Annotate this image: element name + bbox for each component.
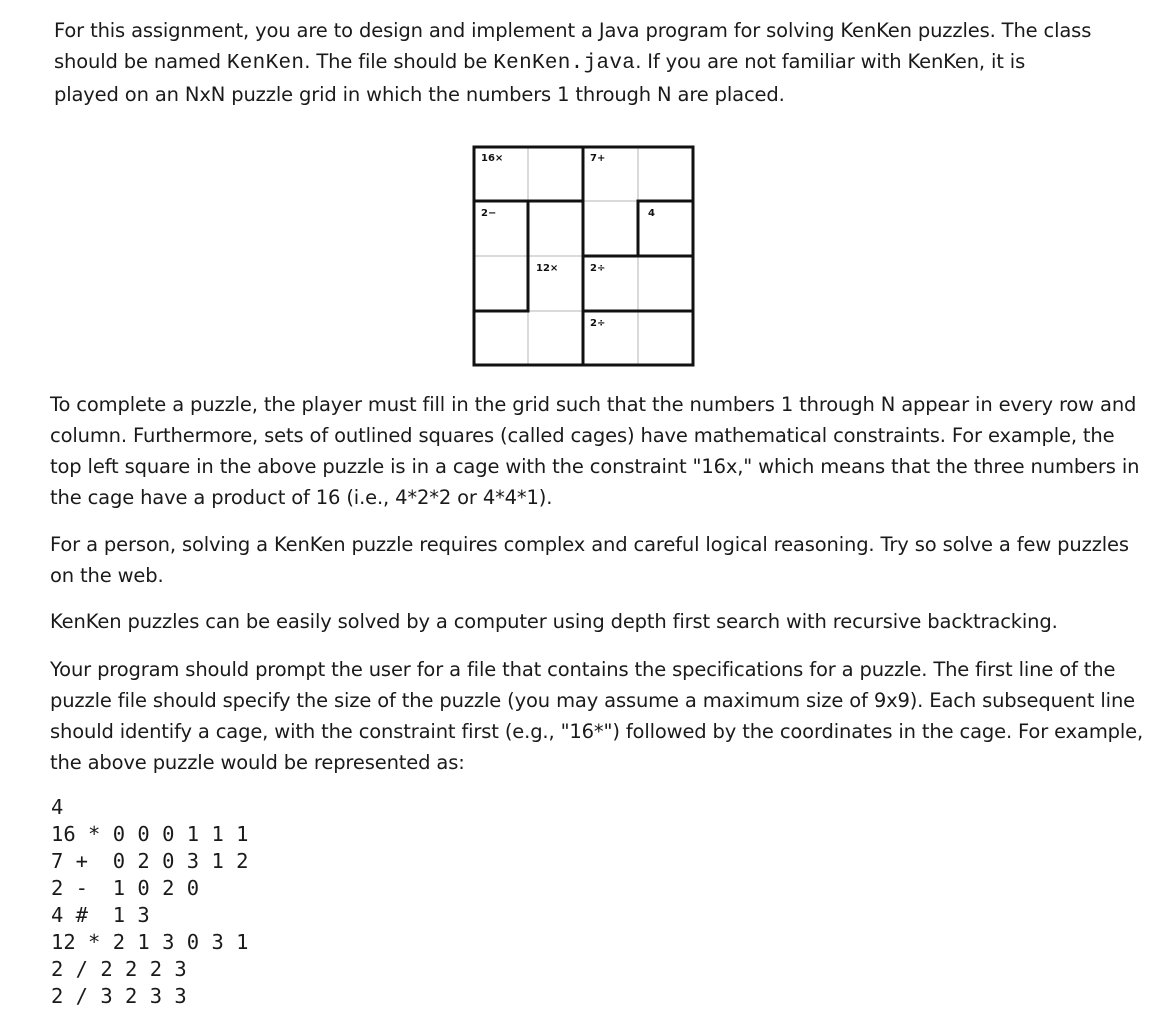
rules-paragraph: To complete a puzzle, the player must fill in the grid such that the numbers 1 through N appear in every row and column. Furthermore, sets of outlined squares (called cages) have mathematical constraints. For example, the top left square in the above puzzle is in a cage with the constraint "16x," which means that the three numbers in the cage have a product of 16 (i.e., 4*2*2 or 4*4*1). [50,393,1140,509]
person-paragraph: For a person, solving a KenKen puzzle requires complex and careful logical reasoning. Try so solve a few puzzles on the web. [50,533,1129,587]
cage-label-4: 4 [648,208,655,219]
cage-label-2div-a: 2÷ [590,263,606,274]
computer-paragraph: KenKen puzzles can be easily solved by a computer using depth first search with recursive backtracking. [50,610,1058,633]
intro-text-3: . If you are not familiar with KenKen, it is played on an NxN puzzle grid in which the numbers 1 through N are placed. [54,50,1026,106]
code-line: 12 * 2 1 3 0 3 1 [51,930,249,954]
cage-label-12x: 12× [536,263,559,274]
intro-text-1: For this assignment, you are to design and implement a Java program for solving KenKen puzzles. The class should be named [54,19,1092,73]
file-name-code: KenKen.java [493,52,636,75]
puzzle-grid-lines [472,145,695,367]
puzzle-file-example [51,794,248,1010]
cage-label-16x: 16× [481,153,504,164]
cage-label-2div-b: 2÷ [590,318,606,329]
code-line: 2 / 2 2 2 3 [51,957,187,981]
code-line: 4 # 1 3 [51,903,150,927]
code-line: 2 - 1 0 2 0 [51,876,200,900]
intro-text-2: . The file should be [304,50,494,73]
code-line: 16 * 0 0 0 1 1 1 [51,822,249,846]
code-line: 2 / 3 2 3 3 [51,984,187,1008]
code-line: 4 [51,795,64,819]
kenken-puzzle-grid [472,145,695,367]
intro-paragraph [54,15,1094,110]
class-name-code: KenKen [226,52,305,75]
cage-label-7plus: 7+ [590,153,606,164]
code-line: 7 + 0 2 0 3 1 2 [51,849,249,873]
file-format-paragraph: Your program should prompt the user for a file that contains the specifications for a puzzle. The first line of the puzzle file should specify the size of the puzzle (you may assume a maximum size of 9x9). Each subsequent line should identify a cage, with the constraint first (e.g., "16*") followed by the coordinates in the cage. For example, the above puzzle would be represented as: [50,658,1144,774]
cage-label-2minus: 2− [481,208,497,219]
